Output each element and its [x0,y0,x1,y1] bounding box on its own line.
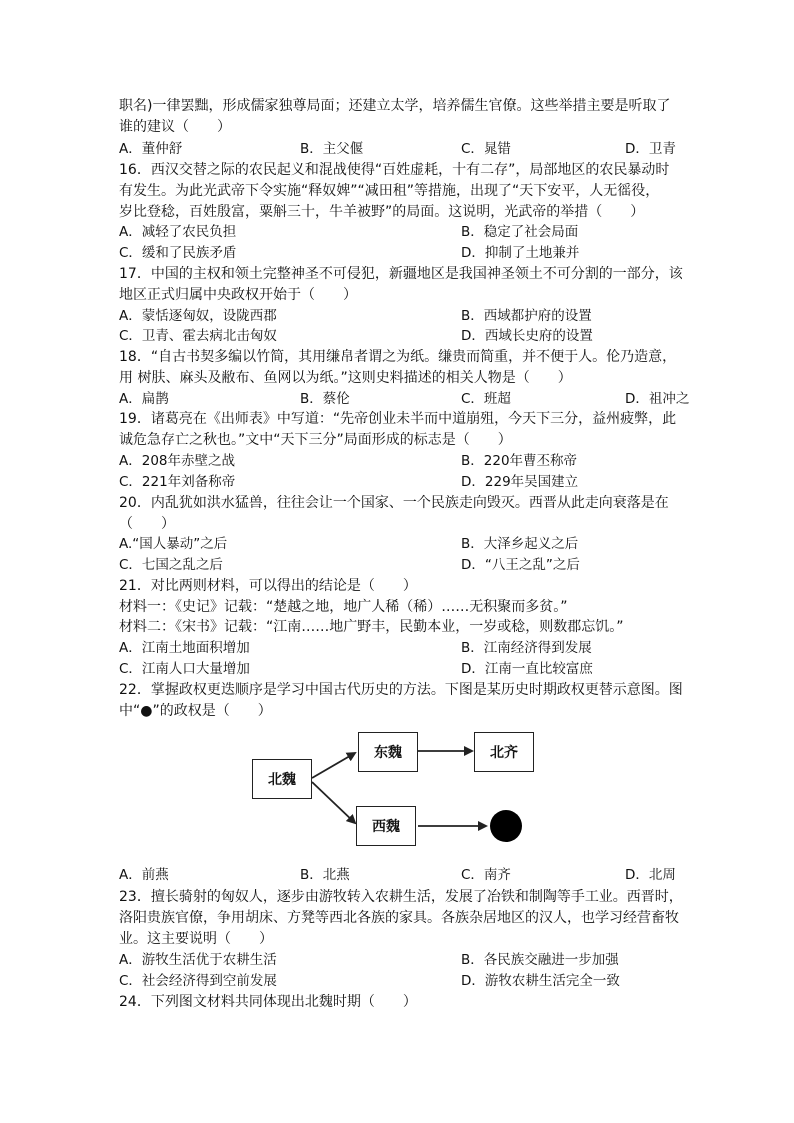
option-21-b[interactable]: B．江南经济得到发展 [461,640,592,656]
arrow-beiwei-xiwei [312,782,355,823]
option-17-b[interactable]: B．西域都护府的设置 [461,308,592,324]
option-18-a[interactable]: A．扁鹊 [119,391,169,407]
option-21-c[interactable]: C．江南人口大量增加 [119,661,250,677]
option-17-c[interactable]: C．卫青、霍去病北击匈奴 [119,328,277,344]
question-16-text: 岁比登稔，百姓殷富，粟斛三十，牛羊被野”的局面。这说明，光武帝的举措（ ） [119,204,645,220]
option-18-c[interactable]: C．班超 [461,391,511,407]
question-21-material-1: 材料一：《史记》记载：“楚越之地，地广人稀（稀）……无积聚而多贫。” [119,599,568,615]
option-23-b[interactable]: B．各民族交融进一步加强 [461,952,619,968]
question-15-text: 职名)一律罢黜，形成儒家独尊局面；还建立太学，培养儒生官僚。这些举措主要是听取了 [119,98,671,114]
question-22-text: 中“●”的政权是（ ） [119,703,272,719]
question-17-text: 地区正式归属中央政权开始于（ ） [119,287,357,303]
unknown-regime-dot [490,810,522,842]
option-16-c[interactable]: C．缓和了民族矛盾 [119,245,237,261]
option-16-a[interactable]: A．减轻了农民负担 [119,224,237,240]
box-beiwei: 北魏 [252,759,312,799]
option-15-b[interactable]: B．主父偃 [300,141,364,157]
option-19-a[interactable]: A．208年赤壁之战 [119,453,236,469]
question-19-text: 19．诸葛亮在《出师表》中写道：“先帝创业未半而中道崩殂，今天下三分，益州疲弊，此 [119,411,677,427]
box-beiqi: 北齐 [474,732,534,772]
option-20-c[interactable]: C．七国之乱之后 [119,557,223,573]
option-21-a[interactable]: A．江南土地面积增加 [119,640,250,656]
option-20-a[interactable]: A.“国人暴动”之后 [119,536,228,552]
option-15-d[interactable]: D．卫青 [625,141,676,157]
question-17-text: 17．中国的主权和领土完整神圣不可侵犯，新疆地区是我国神圣领土不可分割的一部分，该 [119,266,683,282]
question-23-text: 业。这主要说明（ ） [119,931,273,947]
option-17-d[interactable]: D．西域长史府的设置 [461,328,593,344]
option-18-b[interactable]: B．蔡伦 [300,391,350,407]
question-18-text: 用 树肤、麻头及敝布、鱼网以为纸。”这则史料描述的相关人物是（ ） [119,370,572,386]
option-23-c[interactable]: C．社会经济得到空前发展 [119,973,277,989]
option-20-b[interactable]: B．大泽乡起义之后 [461,536,579,552]
question-23-text: 23．擅长骑射的匈奴人，逐步由游牧转入农耕生活，发展了冶铁和制陶等手工业。西晋时， [119,889,683,905]
question-21-material-2: 材料二：《宋书》记载：“江南……地广野丰，民勤本业，一岁或稔，则数郡忘饥。” [119,619,624,635]
option-22-a[interactable]: A．前燕 [119,867,169,883]
option-21-d[interactable]: D．江南一直比较富庶 [461,661,593,677]
option-23-d[interactable]: D．游牧农耕生活完全一致 [461,973,620,989]
option-16-b[interactable]: B．稳定了社会局面 [461,224,579,240]
option-22-c[interactable]: C．南齐 [461,867,511,883]
question-19-text: 诚危急存亡之秋也。”文中“天下三分”局面形成的标志是（ ） [119,432,512,448]
question-20-text: （ ） [119,516,175,532]
question-18-text: 18．“自古书契多编以竹简，其用缣帛者谓之为纸。缣贵而简重，并不便于人。伦乃造意， [119,349,677,365]
option-16-d[interactable]: D．抑制了土地兼并 [461,245,580,261]
box-dongwei: 东魏 [358,732,418,772]
question-15-text: 谁的建议（ ） [119,119,231,135]
option-15-a[interactable]: A．董仲舒 [119,141,183,157]
option-19-b[interactable]: B．220年曹丕称帝 [461,453,578,469]
question-21-text: 21．对比两则材料，可以得出的结论是（ ） [119,578,417,594]
option-17-a[interactable]: A．蒙恬逐匈奴，设陇西郡 [119,308,277,324]
box-xiwei: 西魏 [356,806,416,846]
option-23-a[interactable]: A．游牧生活优于农耕生活 [119,952,277,968]
question-20-text: 20．内乱犹如洪水猛兽，往往会让一个国家、一个民族走向毁灭。西晋从此走向衰落是在 [119,495,669,511]
question-22-text: 22．掌握政权更迭顺序是学习中国古代历史的方法。下图是某历史时期政权更替示意图。图 [119,682,683,698]
option-18-d[interactable]: D．祖冲之 [625,391,690,407]
option-22-b[interactable]: B．北燕 [300,867,350,883]
option-22-d[interactable]: D．北周 [625,867,676,883]
option-15-c[interactable]: C．晁错 [461,141,511,157]
question-16-text: 16．西汉交替之际的农民起义和混战使得“百姓虚耗，十有二存”，局部地区的农民暴动时 [119,162,670,178]
arrow-beiwei-dongwei [312,753,355,778]
option-20-d[interactable]: D．“八王之乱”之后 [461,557,580,573]
question-16-text: 有发生。为此光武帝下令实施“释奴婢”“减田租”等措施，出现了“天下安平，人无徭役， [119,183,660,199]
question-23-text: 洛阳贵族官僚，争用胡床、方凳等西北各族的家具。各族杂居地区的汉人，也学习经营畜牧 [119,910,679,926]
option-19-c[interactable]: C．221年刘备称帝 [119,474,236,490]
question-24-text: 24．下列图文材料共同体现出北魏时期（ ） [119,994,417,1010]
option-19-d[interactable]: D．229年吴国建立 [461,474,579,490]
